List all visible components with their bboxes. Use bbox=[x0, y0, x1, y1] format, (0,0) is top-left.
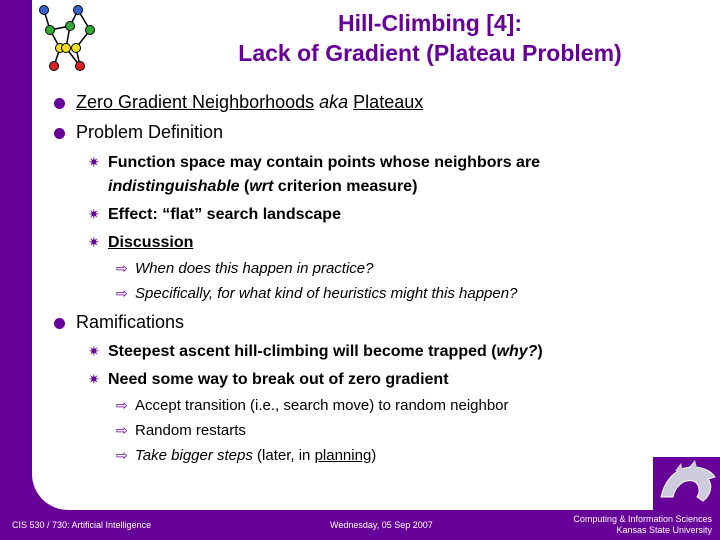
option-accept-transition: Accept transition (i.e., search move) to random neighbor bbox=[135, 397, 509, 414]
arrow-bullet-icon: ⇨ bbox=[116, 422, 128, 438]
arrow-bullet-icon: ⇨ bbox=[116, 260, 128, 276]
footer-dept-line-2: Kansas State University bbox=[616, 525, 712, 535]
option-bigger-steps bbox=[135, 447, 376, 464]
plateaux-link: Plateaux bbox=[353, 92, 424, 112]
paren-close: ) bbox=[371, 447, 377, 464]
zero-gradient-link: Zero Gradient Neighborhoods bbox=[76, 92, 315, 112]
star-bullet-icon: ✷ bbox=[88, 343, 100, 359]
indistinguishable-text: indistinguishable bbox=[108, 178, 240, 195]
footer-dept-line-1: Computing & Information Sciences bbox=[573, 514, 712, 524]
paren-open: ( bbox=[239, 178, 250, 195]
arrow-bullet-icon: ⇨ bbox=[116, 397, 128, 413]
sub-effect: Effect: “flat” search landscape bbox=[108, 206, 341, 223]
bigger-steps-text: Take bigger steps bbox=[135, 447, 253, 464]
later-text: (later, in bbox=[252, 447, 315, 464]
left-bar-curve bbox=[32, 470, 72, 510]
star-bullet-icon: ✷ bbox=[88, 154, 100, 170]
sub-function-space-1: Function space may contain points whose neighbors are bbox=[108, 154, 541, 171]
star-bullet-icon: ✷ bbox=[88, 206, 100, 222]
bullet-problem-definition: Problem Definition bbox=[76, 122, 224, 142]
aka-text: aka bbox=[314, 92, 354, 112]
arrow-bullet-icon: ⇨ bbox=[116, 447, 128, 463]
option-random-restarts: Random restarts bbox=[135, 422, 246, 439]
discussion-q1: When does this happen in practice? bbox=[135, 260, 374, 277]
planning-link: planning bbox=[314, 447, 372, 464]
title-line-2: Lack of Gradient (Plateau Problem) bbox=[238, 40, 622, 66]
wrt-text: wrt bbox=[249, 178, 274, 195]
university-logo bbox=[653, 457, 720, 510]
bullet-circle-icon bbox=[54, 128, 65, 139]
footer-date: Wednesday, 05 Sep 2007 bbox=[330, 520, 433, 530]
criterion-text: criterion measure) bbox=[273, 178, 418, 195]
wildcat-logo-icon bbox=[653, 457, 720, 510]
steepest-text: Steepest ascent hill-climbing will become trapped ( bbox=[108, 343, 497, 360]
sub-steepest-ascent bbox=[108, 343, 543, 361]
bullet-ramifications: Ramifications bbox=[76, 312, 185, 332]
bullet-circle-icon bbox=[54, 98, 65, 109]
bullet-circle-icon bbox=[54, 318, 65, 329]
sub-discussion: Discussion bbox=[108, 234, 194, 251]
bullet-zero-gradient bbox=[76, 92, 423, 113]
star-bullet-icon: ✷ bbox=[88, 371, 100, 387]
footer-course: CIS 530 / 730: Artificial Intelligence bbox=[12, 520, 152, 530]
why-text: why? bbox=[496, 343, 538, 360]
footer-dept bbox=[573, 514, 712, 536]
sub-break-out: Need some way to break out of zero gradient bbox=[108, 371, 449, 388]
title-line-1: Hill-Climbing [4]: bbox=[338, 10, 522, 36]
paren-close: ) bbox=[537, 343, 543, 360]
sub-function-space-2 bbox=[108, 178, 417, 196]
arrow-bullet-icon: ⇨ bbox=[116, 285, 128, 301]
network-graph-icon bbox=[30, 0, 110, 76]
discussion-q2: Specifically, for what kind of heuristics might this happen? bbox=[135, 285, 518, 302]
left-accent-bar bbox=[0, 0, 32, 510]
slide-title bbox=[150, 8, 710, 68]
footer-bar bbox=[0, 510, 720, 540]
star-bullet-icon: ✷ bbox=[88, 234, 100, 250]
